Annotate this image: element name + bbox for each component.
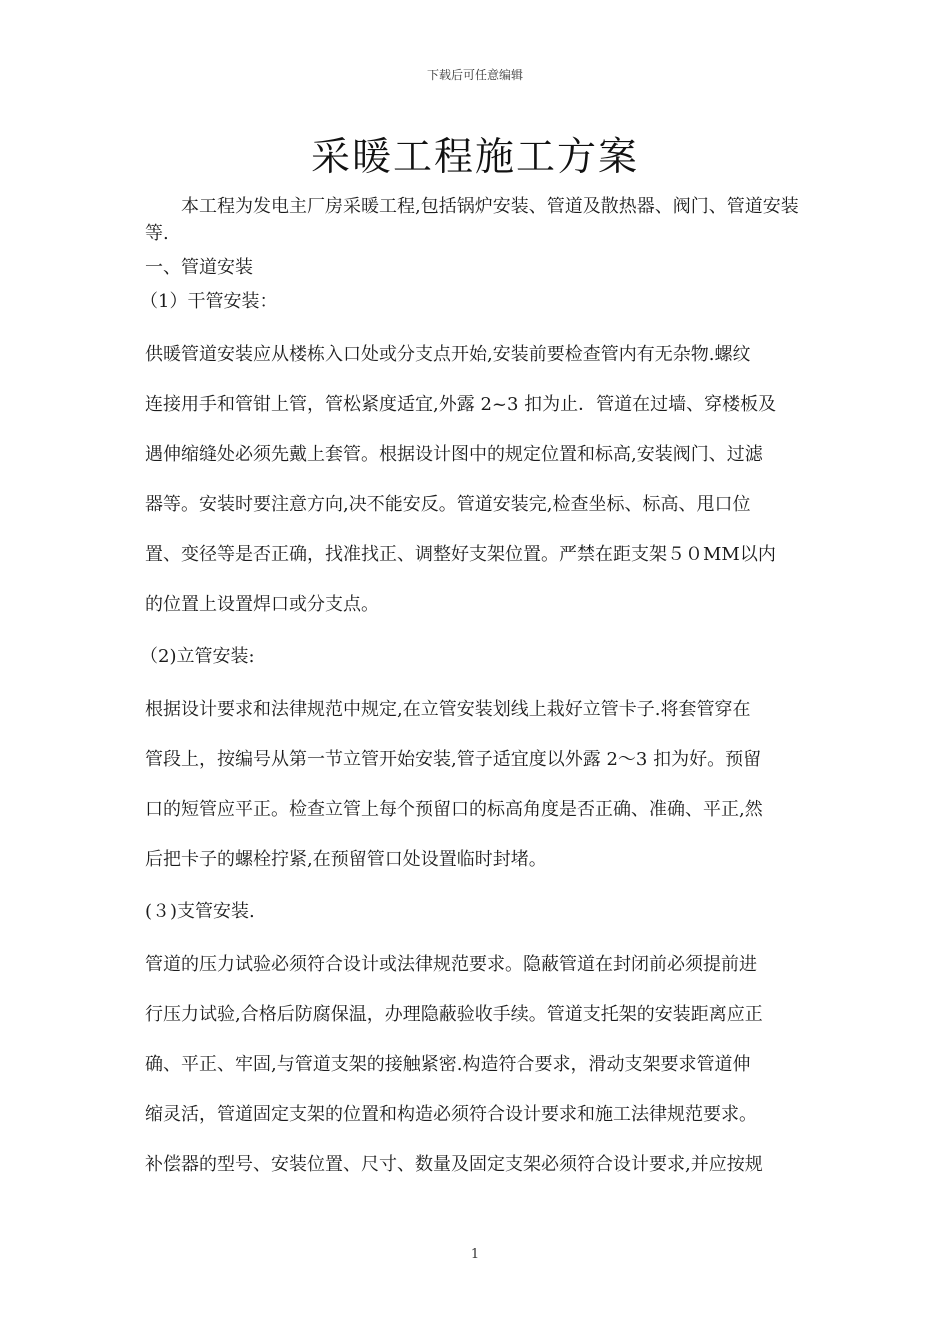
paragraph-line: 管段上，按编号从第一节立管开始安装,管子适宜度以外露 2～3 扣为好。预留 xyxy=(145,749,762,770)
paragraph-line: 确、平正、牢固,与管道支架的接触紧密.构造符合要求，滑动支架要求管道伸 xyxy=(145,1054,751,1075)
section-heading-pipe-installation: 一、管道安装 xyxy=(145,257,253,278)
paragraph-line: 缩灵活，管道固定支架的位置和构造必须符合设计要求和施工法律规范要求。 xyxy=(145,1104,757,1125)
intro-paragraph: 本工程为发电主厂房采暖工程,包括锅炉安装、管道及散热器、阀门、管道安装等. xyxy=(145,196,799,244)
paragraph-line: 行压力试验,合格后防腐保温，办理隐蔽验收手续。管道支托架的安装距离应正 xyxy=(145,1004,763,1025)
paragraph-line: 口的短管应平正。检查立管上每个预留口的标高角度是否正确、准确、平正,然 xyxy=(145,799,763,820)
paragraph-line: 连接用手和管钳上管，管松紧度适宜,外露 2~3 扣为止．管道在过墙、穿楼板及 xyxy=(145,394,777,415)
paragraph-line: 器等。安装时要注意方向,决不能安反。管道安装完,检查坐标、标高、甩口位 xyxy=(145,494,751,515)
paragraph-branch-pipe xyxy=(145,951,813,1201)
subheading-main-pipe: （1）干管安装： xyxy=(140,291,278,312)
paragraph-line: 补偿器的型号、安装位置、尺寸、数量及固定支架必须符合设计要求,并应按规 xyxy=(145,1154,763,1175)
paragraph-line: 的位置上设置焊口或分支点。 xyxy=(145,594,379,615)
paragraph-line: 遇伸缩缝处必须先戴上套管。根据设计图中的规定位置和标高,安装阀门、过滤 xyxy=(145,444,763,465)
paragraph-riser-pipe xyxy=(145,696,813,896)
paragraph-main-pipe xyxy=(145,341,813,641)
paragraph-line: 后把卡子的螺栓拧紧,在预留管口处设置临时封堵。 xyxy=(145,849,547,870)
paragraph-line: 置、变径等是否正确，找准找正、调整好支架位置。严禁在距支架５０MM以内 xyxy=(145,544,776,565)
document-title: 采暖工程施工方案 xyxy=(310,135,639,180)
subheading-riser-pipe: （2)立管安装: xyxy=(140,646,255,667)
subheading-branch-pipe: (３)支管安装. xyxy=(145,901,255,922)
paragraph-line: 供暖管道安装应从楼栋入口处或分支点开始,安装前要检查管内有无杂物.螺纹 xyxy=(145,344,751,365)
paragraph-line: 根据设计要求和法律规范中规定,在立管安装划线上栽好立管卡子.将套管穿在 xyxy=(145,699,751,720)
header-note: 下载后可任意编辑 xyxy=(426,68,523,82)
paragraph-line: 管道的压力试验必须符合设计或法律规范要求。隐蔽管道在封闭前必须提前进 xyxy=(145,954,757,975)
page-number: 1 xyxy=(470,1247,480,1262)
